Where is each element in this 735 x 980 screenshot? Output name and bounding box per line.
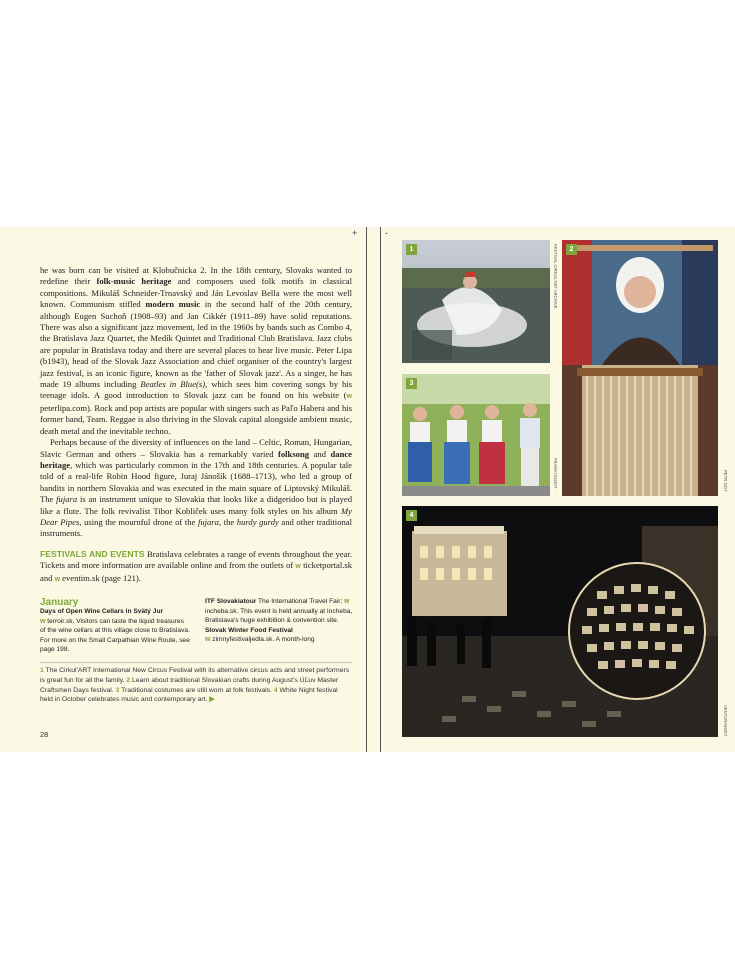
crop-mark-left: + xyxy=(352,228,358,238)
photo-circus-festival xyxy=(402,240,550,363)
photo-weaver-loom xyxy=(562,240,718,496)
main-text-column xyxy=(40,265,352,585)
paragraph-festivals: FESTIVALS AND EVENTS Bratislava celebrates a range of events throughout the year. Tickets and more information are available online and from the outlets of w ticketportal.sk and w eventim.sk (page 121). xyxy=(40,548,352,583)
event-title: Days of Open Wine Cellars in Svätý Jur xyxy=(40,608,164,615)
month-heading: January xyxy=(40,597,79,608)
next-arrow-icon: ▶ xyxy=(209,696,215,704)
photo-badge: 4 xyxy=(406,510,417,521)
caption-divider xyxy=(40,662,352,663)
photo-credit: FRANKY242/DT xyxy=(553,458,558,489)
photo-credit: FESTIVAL CIRKUL'ART ARCHIVE xyxy=(553,244,558,309)
gutter-line-right xyxy=(380,227,381,752)
crop-mark-right: - xyxy=(385,228,388,238)
photo-badge: 1 xyxy=(406,244,417,255)
paragraph-folk: Perhaps because of the diversity of influences on the land – Celtic, Roman, Hungarian, Slavic German and others – Slovakia has a remarkably varied folksong and dance heritage, which was particularly common in the 17th and 18th centuries. A popular tale told of a real-life Robin Hood figure, Juraj Jánošík (1688–1713), who led a group of bandits in northern Slovakia and was executed in the main square of Liptovský Mikuláš. The fujara is an instrument unique to Slovakia that looks like a didgeridoo but is played like a flute. The folk revivalist Tibor Kobliček uses many folk styles on his album My Dear Pipes, using the mournful drone of the fujara, the hurdy gurdy and other traditional instruments. xyxy=(40,437,353,539)
photo-credit: PETR S/DT xyxy=(723,470,728,492)
paragraph-music: he was born can be visited at Klobučnicka 2. In the 18th century, Slovaks wanted to redefine their folk-music heritage and composers used folk motifs in classical compositions. Mikuláš Schneider-Trnavský and Ján Levoslav Bella were the most well known. Communism stifled modern music in the second half of the 20th century, although Eugen Suchoň (1908–93) and Jan Cikkér (1911–89) have solid reputations. There was also a significant jazz movement, led in the 1960s by bands such as Combo 4, the Bratislava Jazz Quartet, the Medík Quintet and Traditional Club Bratislava. Jazz clubs are popular in Bratislava today and there are several places to hear live music. Peter Lipa (b1943), head of the Slovak Jazz Association and chief organiser of the country's largest jazz festival, is an iconic figure, known as the 'father of Slovak jazz'. As a singer, he has made 19 albums including Beatles in Blue(s), which sees him covering songs by his teenage idols. A good introduction to Slovak jazz can be found on his website (w peterlipa.com). Rock and pop artists are popular with singers such as Paľo Habera and his former band, Team. Reggae is also thriving in the Slovak capital alongside ambient music, death metal and the inevitable techno. xyxy=(40,265,353,436)
festivals-heading: FESTIVALS AND EVENTS xyxy=(40,548,145,559)
gutter-line-left xyxy=(366,227,367,752)
photo-credit: VENTURA69/DT xyxy=(723,705,728,737)
event-title: Slovak Winter Food Festival xyxy=(205,626,293,634)
photo-white-night-sphere xyxy=(402,506,718,737)
event-column-left: Days of Open Wine Cellars in Svätý Jur w terroir.sk. Visitors can taste the liquid treasures of the wine cellars at this village close to Bratislava. For more on the Small Carpathian Wine Route, see page 198. xyxy=(40,608,190,654)
photo-folk-costumes xyxy=(402,374,550,496)
page-number: 28 xyxy=(40,730,49,739)
photo-badge: 3 xyxy=(406,378,417,389)
event-column-right: ITF Slovakiatour The International Travel Fair; w incheba.sk. This event is held annually at Incheba, Bratislava's huge exhibition & convention site. Slovak Winter Food Festival w zimnyfestivaljedla.sk. A month-long xyxy=(205,598,353,644)
photo-badge: 2 xyxy=(566,244,577,255)
event-title: ITF Slovakiatour xyxy=(205,598,257,605)
photo-captions: 1 The Cirkul'ART International New Circus Festival with its alternative circus acts and street performers is great fun for all the family. 2 Learn about traditional Slovakian crafts during August's ÚĽuv Master Craftsmen Days festival. 3 Traditional costumes are still worn at folk festivals. 4 White Night festival held in October celebrates music and contemporary art. ▶ xyxy=(40,667,350,704)
